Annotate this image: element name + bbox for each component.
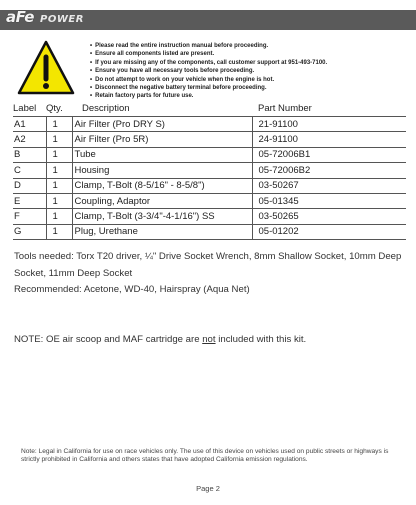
row-description: Clamp, T-Bolt (3-3/4"-4-1/16") SS [72,209,252,224]
row-part-number: 21-91100 [252,117,406,132]
row-description: Air Filter (Pro DRY S) [72,117,252,132]
note-text-before: NOTE: OE air scoop and MAF cartridge are [14,334,203,345]
warning-item: • Please read the entire instruction manual before proceeding. [90,42,410,50]
note-text-underlined: not [202,334,216,345]
row-part-number: 05-72006B1 [252,147,406,162]
afe-power-logo [4,6,86,32]
table-row [13,147,406,162]
row-description: Tube [72,147,252,162]
warning-item: • Retain factory parts for future use. [90,92,410,100]
tools-section [14,249,410,299]
table-row [13,209,406,224]
logo-main-text: aFe [6,8,34,26]
header-part-number: Part Number [252,103,406,117]
tools-recommended: Recommended: Acetone, WD-40, Hairspray (Aqua Net) [14,284,250,295]
row-description: Housing [72,163,252,178]
row-label: A2 [13,132,46,147]
row-label: D [13,178,46,193]
table-row [13,163,406,178]
note-text-after: included with this kit. [215,334,307,345]
row-description: Air Filter (Pro 5R) [72,132,252,147]
warning-item: • If you are missing any of the components, call customer support at 951-493-7100. [90,59,410,67]
table-row [13,224,406,239]
row-qty: 1 [46,163,72,178]
row-part-number: 24-91100 [252,132,406,147]
header-description: Description [72,103,252,117]
row-description: Clamp, T-Bolt (8-5/16" - 8-5/8") [72,178,252,193]
warning-item: • Ensure you have all necessary tools before proceeding. [90,67,410,75]
kit-note [14,334,410,345]
row-part-number: 05-01345 [252,193,406,208]
row-qty: 1 [46,147,72,162]
row-part-number: 03-50267 [252,178,406,193]
header-qty: Qty. [46,103,72,117]
tools-needed: Tools needed: Torx T20 driver, ¼" Drive Socket Wrench, 8mm Shallow Socket, 10mm Deep Socket, 11mm Deep Socket [14,251,402,279]
header-label: Label [13,103,46,117]
row-part-number: 05-01202 [252,224,406,239]
row-label: C [13,163,46,178]
parts-table [13,103,406,240]
row-label: F [13,209,46,224]
table-row [13,117,406,132]
row-label: A1 [13,117,46,132]
row-part-number: 03-50265 [252,209,406,224]
page-number: Page 2 [196,484,220,493]
row-qty: 1 [46,132,72,147]
parts-table-header [13,103,406,117]
warning-list [90,42,410,101]
row-qty: 1 [46,117,72,132]
row-label: G [13,224,46,239]
row-description: Plug, Urethane [72,224,252,239]
row-qty: 1 [46,193,72,208]
warning-item: • Ensure all components listed are present. [90,50,410,58]
row-part-number: 05-72006B2 [252,163,406,178]
row-label: E [13,193,46,208]
table-row [13,178,406,193]
row-label: B [13,147,46,162]
row-qty: 1 [46,209,72,224]
row-description: Coupling, Adaptor [72,193,252,208]
row-qty: 1 [46,178,72,193]
warning-item: • Do not attempt to work on your vehicle when the engine is hot. [90,76,410,84]
warning-item: • Disconnect the negative battery terminal before proceeding. [90,84,410,92]
table-row [13,193,406,208]
row-qty: 1 [46,224,72,239]
legal-notice: Note: Legal in California for use on race vehicles only. The use of this device on vehicles used on public streets or highways is strictly prohibited in California and others states that have adopted California emission regulations. [21,448,389,463]
table-row [13,132,406,147]
logo-sub-text: POWER [40,14,84,25]
warning-icon [16,39,76,97]
